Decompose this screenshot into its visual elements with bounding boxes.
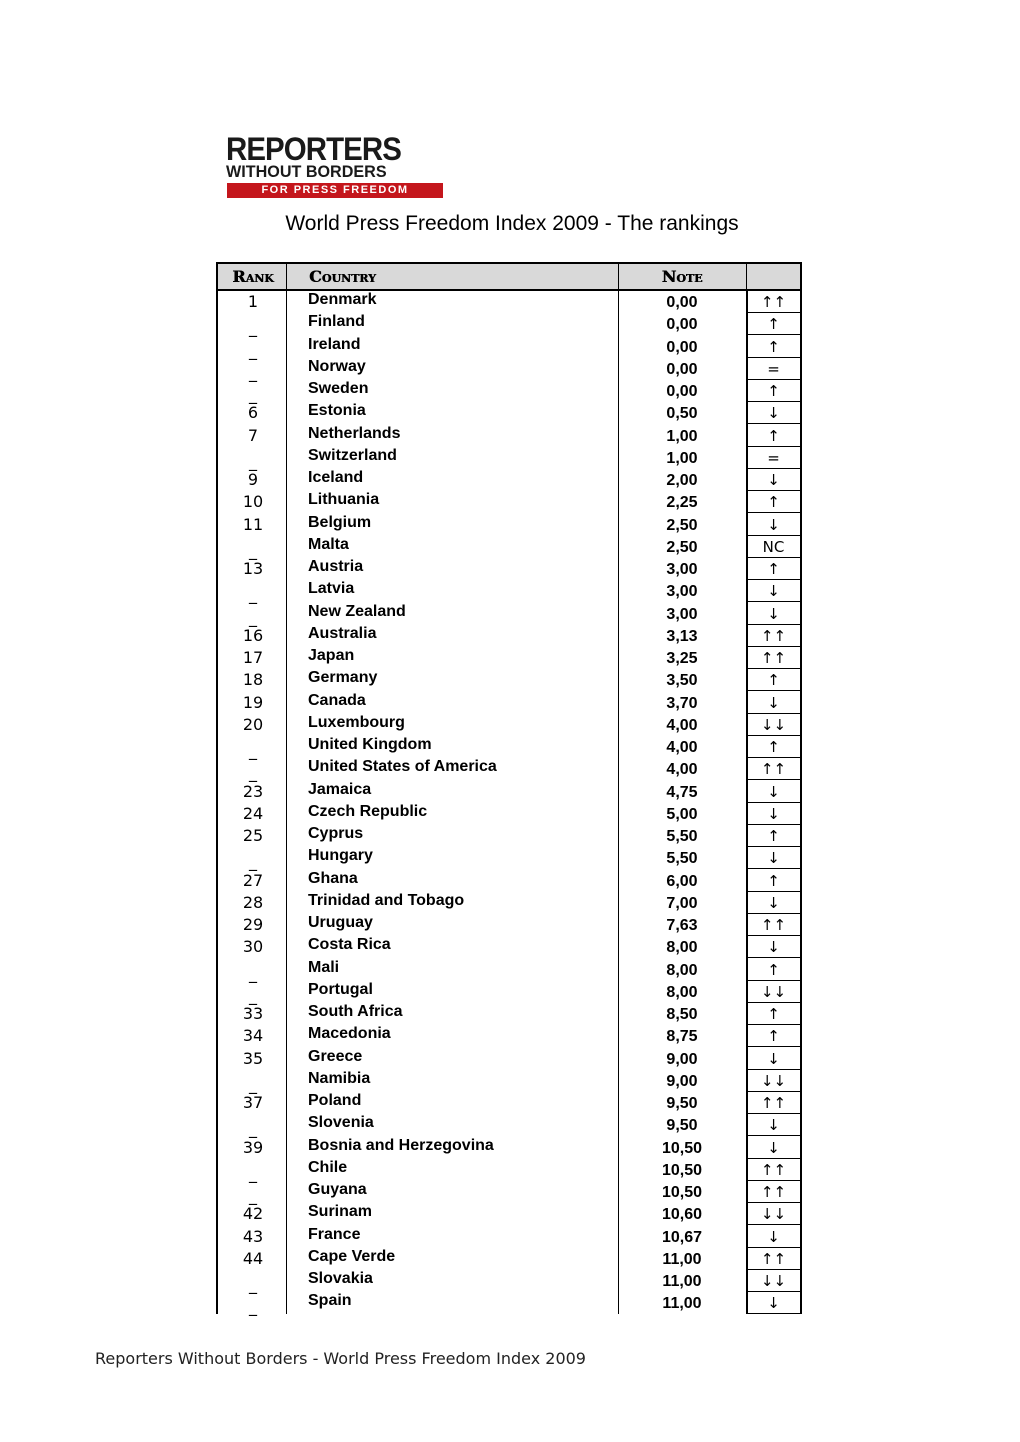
country-cell: Hungary bbox=[308, 847, 373, 865]
country-cell: Mali bbox=[308, 958, 340, 976]
trend-cell: ↓ bbox=[747, 603, 800, 625]
rank-cell: 9 bbox=[247, 470, 259, 489]
table-row bbox=[216, 1114, 802, 1139]
trend-cell: ↓ bbox=[747, 402, 800, 424]
country-cell: Norway bbox=[308, 357, 366, 375]
rank-cell: _ bbox=[249, 1119, 257, 1139]
table-row bbox=[216, 647, 802, 669]
rank-cell: _ bbox=[249, 451, 257, 471]
note-cell: 8,75 bbox=[666, 1028, 698, 1046]
trend-cell: ↑↑ bbox=[747, 1159, 800, 1181]
trend-cell: ↓↓ bbox=[747, 1270, 800, 1292]
rank-cell: 16 bbox=[242, 625, 264, 645]
trend-cell: ↑ bbox=[747, 336, 800, 358]
rank-cell: _ bbox=[249, 1163, 257, 1183]
trend-cell: NC bbox=[747, 536, 800, 558]
note-cell: 4,00 bbox=[666, 761, 698, 779]
trend-cell: ↓ bbox=[747, 1114, 800, 1136]
table-row bbox=[216, 625, 802, 647]
trend-cell: ↑ bbox=[747, 380, 800, 402]
note-cell: 2,25 bbox=[666, 494, 698, 512]
note-cell: 8,50 bbox=[666, 1006, 698, 1023]
table-row bbox=[216, 291, 802, 313]
country-cell: Belgium bbox=[308, 513, 372, 531]
table-row bbox=[216, 1292, 802, 1317]
country-cell: Namibia bbox=[308, 1069, 371, 1087]
country-cell: Portugal bbox=[308, 980, 373, 998]
table-row bbox=[216, 803, 802, 825]
rank-cell: 24 bbox=[242, 803, 264, 823]
note-cell: 10,60 bbox=[661, 1206, 703, 1224]
trend-cell: ↓ bbox=[747, 1048, 800, 1070]
country-cell: Estonia bbox=[308, 402, 366, 420]
trend-cell: ↑ bbox=[747, 959, 800, 981]
table-row bbox=[216, 892, 802, 914]
rank-cell: _ bbox=[249, 1186, 257, 1205]
logo-tagline-bar: FOR PRESS FREEDOM bbox=[227, 183, 443, 198]
header-divider bbox=[746, 264, 747, 289]
trend-cell: ↑ bbox=[747, 491, 800, 513]
rank-cell: _ bbox=[249, 741, 257, 760]
trend-cell: ↓ bbox=[747, 892, 800, 914]
trend-cell: ↓ bbox=[747, 1226, 800, 1248]
table-row bbox=[216, 380, 802, 402]
country-cell: Surinam bbox=[308, 1203, 373, 1221]
note-cell: 11,00 bbox=[662, 1250, 702, 1268]
note-cell: 9,00 bbox=[666, 1050, 698, 1068]
country-cell: Jamaica bbox=[308, 780, 372, 798]
trend-cell: ↑↑ bbox=[747, 1181, 800, 1203]
table-row bbox=[216, 781, 802, 803]
country-cell: Austria bbox=[308, 558, 364, 575]
country-cell: Bosnia and Herzegovina bbox=[308, 1136, 494, 1154]
header-trend bbox=[748, 264, 800, 289]
trend-cell: ↓↓ bbox=[747, 714, 800, 736]
rank-cell: _ bbox=[249, 585, 257, 605]
table-row bbox=[216, 558, 802, 580]
table-row bbox=[216, 1003, 802, 1025]
trend-cell: ↑ bbox=[747, 669, 800, 691]
table-row bbox=[216, 603, 802, 625]
country-cell: Cape Verde bbox=[308, 1247, 396, 1265]
trend-cell: ↓ bbox=[747, 514, 800, 536]
table-row bbox=[216, 825, 802, 847]
note-cell: 0,50 bbox=[666, 405, 698, 423]
note-cell: 0,00 bbox=[666, 360, 698, 378]
country-cell: Lithuania bbox=[308, 491, 380, 509]
country-cell: Cyprus bbox=[308, 825, 364, 842]
rank-cell: 7 bbox=[247, 425, 259, 445]
note-cell: 11,00 bbox=[662, 1295, 702, 1313]
trend-cell: ↓ bbox=[747, 580, 800, 602]
note-cell: 9,50 bbox=[666, 1117, 698, 1135]
table-row bbox=[216, 1203, 802, 1225]
rank-cell: _ bbox=[249, 318, 257, 338]
rank-cell: _ bbox=[249, 1074, 257, 1094]
note-cell: 3,00 bbox=[666, 605, 698, 623]
table-row bbox=[216, 469, 802, 491]
country-cell: Poland bbox=[308, 1092, 362, 1109]
table-row bbox=[216, 847, 802, 872]
logo-reporters-text: REPORTERS bbox=[226, 131, 401, 167]
rank-cell: 11 bbox=[242, 514, 264, 534]
country-cell: Ireland bbox=[308, 335, 361, 353]
trend-cell: ↑↑ bbox=[747, 1248, 800, 1270]
rank-cell: 10 bbox=[242, 492, 264, 512]
trend-cell: ↑↑ bbox=[747, 914, 800, 936]
rank-cell: _ bbox=[249, 607, 257, 627]
rank-cell: 39 bbox=[242, 1137, 264, 1157]
trend-cell: ↓↓ bbox=[747, 1070, 800, 1092]
note-cell: 4,00 bbox=[666, 739, 698, 756]
rank-cell: 27 bbox=[242, 870, 264, 890]
rank-cell: _ bbox=[249, 1275, 257, 1294]
note-cell: 9,00 bbox=[666, 1072, 698, 1090]
page-title: World Press Freedom Index 2009 - The rankings bbox=[285, 212, 739, 235]
table-row bbox=[216, 313, 802, 338]
table-row bbox=[216, 959, 802, 981]
country-cell: Switzerland bbox=[308, 446, 397, 464]
trend-cell: ↓↓ bbox=[747, 1203, 800, 1225]
trend-cell: = bbox=[747, 447, 800, 469]
note-cell: 8,00 bbox=[666, 939, 698, 957]
table-row bbox=[216, 1025, 802, 1047]
table-row bbox=[216, 870, 802, 892]
country-cell: Czech Republic bbox=[308, 802, 428, 820]
table-row bbox=[216, 1159, 802, 1181]
note-cell: 2,00 bbox=[666, 472, 698, 489]
country-cell: Uruguay bbox=[308, 914, 373, 931]
trend-cell: ↑↑ bbox=[747, 647, 800, 669]
trend-cell: ↑↑ bbox=[747, 291, 800, 313]
table-row bbox=[216, 514, 802, 536]
country-cell: United States of America bbox=[308, 758, 497, 776]
table-row bbox=[216, 447, 802, 469]
trend-cell: ↑ bbox=[747, 558, 800, 580]
trend-cell: = bbox=[747, 358, 800, 380]
note-cell: 5,00 bbox=[666, 805, 698, 823]
rank-cell: _ bbox=[249, 763, 257, 783]
table-row bbox=[216, 536, 802, 558]
rank-cell: 44 bbox=[242, 1248, 264, 1268]
note-cell: 8,00 bbox=[666, 983, 698, 1001]
rank-cell: 18 bbox=[242, 670, 264, 690]
country-cell: Australia bbox=[308, 624, 377, 642]
note-cell: 1,00 bbox=[666, 449, 698, 467]
table-row bbox=[216, 425, 802, 447]
note-cell: 3,00 bbox=[666, 583, 698, 601]
trend-cell: ↓ bbox=[747, 936, 800, 958]
table-row bbox=[216, 692, 802, 714]
note-cell: 5,50 bbox=[666, 828, 698, 845]
rank-cell: 28 bbox=[242, 892, 264, 912]
note-cell: 4,00 bbox=[666, 716, 698, 734]
country-cell: New Zealand bbox=[308, 602, 406, 620]
note-cell: 1,00 bbox=[666, 427, 698, 445]
note-cell: 0,00 bbox=[666, 294, 698, 311]
table-row bbox=[216, 1048, 802, 1070]
rank-cell: _ bbox=[249, 1297, 257, 1317]
country-cell: Guyana bbox=[308, 1181, 367, 1198]
rank-cell: 6 bbox=[247, 403, 259, 423]
country-cell: Netherlands bbox=[308, 424, 401, 442]
country-cell: Slovenia bbox=[308, 1114, 374, 1132]
note-cell: 2,50 bbox=[666, 538, 698, 556]
table-row bbox=[216, 736, 802, 758]
table-row bbox=[216, 1092, 802, 1114]
trend-cell: ↑ bbox=[747, 870, 800, 892]
note-cell: 10,50 bbox=[661, 1184, 703, 1201]
table-row bbox=[216, 936, 802, 958]
trend-cell: ↓ bbox=[747, 781, 800, 803]
trend-cell: ↓ bbox=[747, 692, 800, 714]
country-cell: Luxembourg bbox=[308, 713, 405, 731]
trend-cell: ↓↓ bbox=[747, 981, 800, 1003]
table-row bbox=[216, 1181, 802, 1203]
country-cell: Sweden bbox=[308, 380, 369, 397]
note-cell: 3,00 bbox=[666, 561, 698, 578]
header-rank: Rank bbox=[232, 267, 274, 286]
table-header bbox=[216, 262, 802, 291]
header-country: Country bbox=[309, 267, 376, 286]
trend-cell: ↓ bbox=[747, 469, 800, 491]
table-row bbox=[216, 1137, 802, 1159]
table-row bbox=[216, 336, 802, 358]
trend-cell: ↓ bbox=[747, 803, 800, 825]
note-cell: 7,63 bbox=[666, 917, 698, 934]
country-cell: Chile bbox=[308, 1158, 348, 1176]
rank-cell: _ bbox=[249, 362, 257, 382]
note-cell: 4,75 bbox=[666, 783, 698, 801]
note-cell: 3,70 bbox=[666, 694, 698, 712]
trend-cell: ↑ bbox=[747, 825, 800, 847]
rank-cell: 17 bbox=[242, 648, 264, 667]
country-cell: Finland bbox=[308, 313, 365, 331]
trend-cell: ↓ bbox=[747, 847, 800, 869]
table-row bbox=[216, 1070, 802, 1092]
rank-cell: _ bbox=[249, 985, 257, 1005]
rank-cell: 25 bbox=[242, 826, 264, 845]
rank-cell: 29 bbox=[242, 915, 264, 934]
note-cell: 10,50 bbox=[661, 1161, 703, 1179]
note-cell: 0,00 bbox=[666, 316, 698, 334]
country-cell: Trinidad and Tobago bbox=[308, 891, 465, 909]
country-cell: Latvia bbox=[308, 580, 355, 598]
note-cell: 2,50 bbox=[666, 516, 698, 534]
note-cell: 0,00 bbox=[666, 338, 698, 356]
trend-cell: ↑ bbox=[747, 736, 800, 758]
table-row bbox=[216, 358, 802, 380]
note-cell: 3,13 bbox=[666, 627, 698, 645]
country-cell: Ghana bbox=[308, 869, 358, 887]
trend-cell: ↓ bbox=[747, 1292, 800, 1314]
table-row bbox=[216, 669, 802, 691]
note-cell: 8,00 bbox=[666, 961, 698, 979]
trend-cell: ↑ bbox=[747, 1025, 800, 1047]
note-cell: 5,50 bbox=[666, 850, 698, 868]
table-row bbox=[216, 914, 802, 936]
rank-cell: _ bbox=[249, 852, 257, 872]
country-cell: South Africa bbox=[308, 1003, 403, 1020]
country-cell: France bbox=[308, 1225, 361, 1243]
header-divider bbox=[286, 264, 287, 289]
country-cell: Japan bbox=[308, 647, 355, 664]
rank-cell: 33 bbox=[242, 1004, 264, 1023]
rank-cell: _ bbox=[249, 340, 257, 360]
trend-cell: ↑ bbox=[747, 425, 800, 447]
note-cell: 7,00 bbox=[666, 894, 698, 912]
trend-cell: ↑ bbox=[747, 1003, 800, 1025]
note-cell: 9,50 bbox=[666, 1095, 698, 1112]
country-cell: Costa Rica bbox=[308, 936, 391, 954]
note-cell: 11,00 bbox=[662, 1273, 702, 1290]
trend-cell: ↑↑ bbox=[747, 1092, 800, 1114]
note-cell: 3,50 bbox=[666, 672, 698, 690]
rank-cell: _ bbox=[249, 963, 257, 983]
country-cell: Germany bbox=[308, 669, 378, 687]
header-note: Note bbox=[661, 267, 703, 286]
table-row bbox=[216, 1226, 802, 1248]
note-cell: 3,25 bbox=[666, 650, 698, 667]
table-row bbox=[216, 402, 802, 424]
country-cell: Spain bbox=[308, 1292, 352, 1310]
country-cell: Iceland bbox=[308, 469, 364, 486]
table-row bbox=[216, 1248, 802, 1270]
logo-without-borders-text: WITHOUT BORDERS bbox=[226, 162, 387, 181]
country-cell: Canada bbox=[308, 691, 366, 709]
country-cell: Macedonia bbox=[308, 1025, 391, 1043]
note-cell: 10,50 bbox=[661, 1139, 703, 1157]
country-cell: Slovakia bbox=[308, 1270, 373, 1287]
rank-cell: 43 bbox=[242, 1226, 264, 1246]
country-cell: United Kingdom bbox=[308, 736, 432, 753]
country-cell: Denmark bbox=[308, 291, 377, 308]
country-cell: Malta bbox=[308, 535, 349, 553]
rank-cell: 1 bbox=[247, 292, 259, 311]
table-row bbox=[216, 580, 802, 605]
table-row bbox=[216, 981, 802, 1003]
trend-cell: ↓ bbox=[747, 1137, 800, 1159]
note-cell: 6,00 bbox=[666, 872, 698, 890]
rank-cell: 13 bbox=[242, 559, 264, 578]
rank-cell: _ bbox=[249, 540, 257, 560]
table-row bbox=[216, 714, 802, 736]
trend-cell: ↑↑ bbox=[747, 625, 800, 647]
rank-cell: 30 bbox=[242, 937, 264, 957]
country-cell: Greece bbox=[308, 1047, 363, 1065]
rank-cell: 20 bbox=[242, 714, 264, 734]
note-cell: 10,67 bbox=[661, 1228, 703, 1246]
rank-cell: 42 bbox=[242, 1204, 264, 1224]
trend-cell: ↑ bbox=[747, 313, 800, 335]
rank-cell: 19 bbox=[242, 692, 264, 712]
rank-cell: 23 bbox=[242, 781, 264, 801]
rsf-logo bbox=[224, 131, 444, 200]
rank-cell: 37 bbox=[242, 1093, 264, 1112]
note-cell: 0,00 bbox=[666, 383, 698, 400]
rank-cell: _ bbox=[249, 385, 257, 404]
table-row bbox=[216, 758, 802, 783]
trend-cell: ↑↑ bbox=[747, 758, 800, 780]
rank-cell: 35 bbox=[242, 1048, 264, 1068]
rank-cell: 34 bbox=[242, 1026, 264, 1046]
table-row bbox=[216, 491, 802, 513]
page-footer: Reporters Without Borders - World Press Freedom Index 2009 bbox=[95, 1349, 586, 1368]
table-row bbox=[216, 1270, 802, 1292]
